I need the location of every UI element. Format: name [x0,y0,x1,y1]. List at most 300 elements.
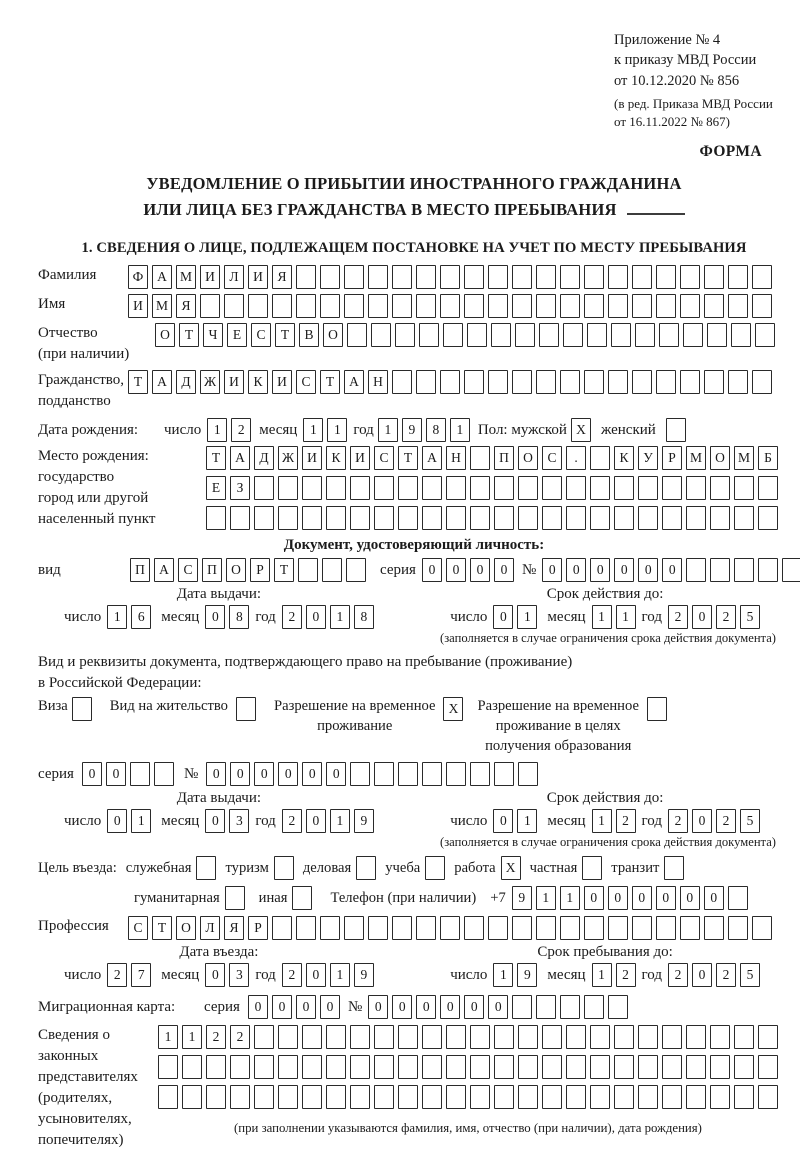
char-cell[interactable] [752,265,772,289]
checkbox-cell[interactable] [647,697,667,721]
char-cell[interactable] [512,370,532,394]
char-cell[interactable] [680,294,700,318]
checkbox-cell[interactable] [236,697,256,721]
char-cell[interactable] [470,506,490,530]
char-cell[interactable] [515,323,535,347]
char-cell[interactable]: 0 [493,809,513,833]
char-cell[interactable] [758,476,778,500]
char-cell[interactable] [710,558,730,582]
char-cell[interactable] [518,1085,538,1109]
char-cell[interactable] [494,1025,514,1049]
char-cell[interactable]: Е [227,323,247,347]
char-cell[interactable] [638,1025,658,1049]
char-cell[interactable]: 9 [354,809,374,833]
char-cell[interactable] [686,1025,706,1049]
checkbox-cell[interactable]: X [443,697,463,721]
char-cell[interactable]: Ж [278,446,298,470]
char-cell[interactable]: А [154,558,174,582]
char-cell[interactable]: П [494,446,514,470]
char-cell[interactable] [278,476,298,500]
char-cell[interactable]: 0 [590,558,610,582]
char-cell[interactable] [488,294,508,318]
char-cell[interactable] [272,916,292,940]
char-cell[interactable]: Р [250,558,270,582]
char-cell[interactable] [488,370,508,394]
char-cell[interactable]: 0 [392,995,412,1019]
char-cell[interactable] [734,558,754,582]
char-cell[interactable] [470,1025,490,1049]
char-cell[interactable]: П [130,558,150,582]
char-cell[interactable]: Б [758,446,778,470]
char-cell[interactable]: 0 [254,762,274,786]
char-cell[interactable] [440,916,460,940]
char-cell[interactable] [728,265,748,289]
char-cell[interactable] [590,476,610,500]
char-cell[interactable]: 2 [206,1025,226,1049]
char-cell[interactable]: 0 [446,558,466,582]
char-cell[interactable] [154,762,174,786]
char-cell[interactable] [560,265,580,289]
char-cell[interactable]: 0 [82,762,102,786]
checkbox-cell[interactable] [274,856,294,880]
char-cell[interactable] [662,1055,682,1079]
char-cell[interactable] [494,476,514,500]
char-cell[interactable] [542,506,562,530]
char-cell[interactable] [422,1025,442,1049]
char-cell[interactable]: М [686,446,706,470]
char-cell[interactable]: 1 [536,886,556,910]
char-cell[interactable] [368,265,388,289]
char-cell[interactable] [392,916,412,940]
char-cell[interactable] [350,506,370,530]
char-cell[interactable]: Р [662,446,682,470]
char-cell[interactable] [326,506,346,530]
char-cell[interactable] [590,1085,610,1109]
char-cell[interactable]: И [248,265,268,289]
char-cell[interactable] [662,476,682,500]
char-cell[interactable]: 1 [330,963,350,987]
char-cell[interactable] [254,506,274,530]
char-cell[interactable] [130,762,150,786]
char-cell[interactable]: Т [275,323,295,347]
char-cell[interactable]: Т [179,323,199,347]
char-cell[interactable] [374,1085,394,1109]
char-cell[interactable] [638,476,658,500]
char-cell[interactable]: А [344,370,364,394]
char-cell[interactable] [680,916,700,940]
char-cell[interactable] [518,476,538,500]
char-cell[interactable]: С [251,323,271,347]
char-cell[interactable] [419,323,439,347]
char-cell[interactable]: 0 [296,995,316,1019]
char-cell[interactable] [206,1085,226,1109]
char-cell[interactable] [344,916,364,940]
char-cell[interactable] [728,294,748,318]
char-cell[interactable] [422,762,442,786]
char-cell[interactable] [326,1085,346,1109]
char-cell[interactable] [542,1025,562,1049]
char-cell[interactable]: 0 [248,995,268,1019]
char-cell[interactable]: 8 [426,418,446,442]
char-cell[interactable] [584,995,604,1019]
char-cell[interactable]: 0 [440,995,460,1019]
char-cell[interactable] [443,323,463,347]
char-cell[interactable] [758,1055,778,1079]
char-cell[interactable]: С [374,446,394,470]
char-cell[interactable]: И [200,265,220,289]
char-cell[interactable] [680,265,700,289]
char-cell[interactable]: М [734,446,754,470]
char-cell[interactable] [491,323,511,347]
char-cell[interactable]: 0 [464,995,484,1019]
char-cell[interactable] [398,1025,418,1049]
char-cell[interactable]: 0 [422,558,442,582]
char-cell[interactable] [254,1085,274,1109]
char-cell[interactable] [755,323,775,347]
char-cell[interactable]: 0 [230,762,250,786]
char-cell[interactable] [542,476,562,500]
char-cell[interactable]: 2 [616,963,636,987]
char-cell[interactable]: 1 [182,1025,202,1049]
char-cell[interactable] [566,476,586,500]
char-cell[interactable] [536,995,556,1019]
char-cell[interactable]: 0 [368,995,388,1019]
char-cell[interactable]: Д [176,370,196,394]
char-cell[interactable] [686,558,706,582]
char-cell[interactable] [683,323,703,347]
checkbox-cell[interactable] [356,856,376,880]
char-cell[interactable]: Т [152,916,172,940]
char-cell[interactable]: 0 [692,809,712,833]
char-cell[interactable]: Е [206,476,226,500]
char-cell[interactable] [416,265,436,289]
char-cell[interactable]: Ф [128,265,148,289]
char-cell[interactable]: 2 [668,605,688,629]
char-cell[interactable] [758,506,778,530]
char-cell[interactable]: Я [176,294,196,318]
char-cell[interactable]: О [710,446,730,470]
char-cell[interactable] [590,1055,610,1079]
char-cell[interactable]: 1 [303,418,323,442]
char-cell[interactable] [656,370,676,394]
char-cell[interactable]: 0 [638,558,658,582]
char-cell[interactable] [470,446,490,470]
checkbox-cell[interactable] [225,886,245,910]
char-cell[interactable] [374,1025,394,1049]
char-cell[interactable]: З [230,476,250,500]
char-cell[interactable]: Н [446,446,466,470]
char-cell[interactable] [614,1055,634,1079]
char-cell[interactable] [734,506,754,530]
char-cell[interactable]: С [128,916,148,940]
char-cell[interactable]: У [638,446,658,470]
char-cell[interactable] [662,1025,682,1049]
char-cell[interactable]: 0 [205,809,225,833]
char-cell[interactable] [230,1055,250,1079]
char-cell[interactable] [494,506,514,530]
char-cell[interactable] [587,323,607,347]
char-cell[interactable]: Т [206,446,226,470]
char-cell[interactable]: 2 [231,418,251,442]
char-cell[interactable]: Л [224,265,244,289]
char-cell[interactable]: 2 [716,809,736,833]
char-cell[interactable]: 2 [107,963,127,987]
char-cell[interactable] [584,294,604,318]
char-cell[interactable]: А [152,265,172,289]
char-cell[interactable]: 2 [616,809,636,833]
char-cell[interactable]: 8 [229,605,249,629]
char-cell[interactable] [638,1055,658,1079]
char-cell[interactable] [158,1055,178,1079]
char-cell[interactable]: 1 [592,605,612,629]
char-cell[interactable] [710,506,730,530]
char-cell[interactable]: 0 [326,762,346,786]
char-cell[interactable]: 0 [306,605,326,629]
char-cell[interactable] [608,294,628,318]
char-cell[interactable]: Я [224,916,244,940]
char-cell[interactable] [302,1025,322,1049]
char-cell[interactable] [710,476,730,500]
char-cell[interactable] [368,294,388,318]
char-cell[interactable] [278,506,298,530]
char-cell[interactable] [182,1055,202,1079]
char-cell[interactable] [326,1055,346,1079]
char-cell[interactable] [350,1085,370,1109]
char-cell[interactable] [752,370,772,394]
char-cell[interactable]: 0 [656,886,676,910]
char-cell[interactable]: 3 [229,809,249,833]
char-cell[interactable]: Ч [203,323,223,347]
char-cell[interactable] [422,1055,442,1079]
char-cell[interactable] [566,1025,586,1049]
char-cell[interactable] [392,294,412,318]
char-cell[interactable] [686,506,706,530]
char-cell[interactable] [536,294,556,318]
char-cell[interactable]: 1 [158,1025,178,1049]
char-cell[interactable]: 2 [716,605,736,629]
char-cell[interactable] [344,294,364,318]
char-cell[interactable] [731,323,751,347]
char-cell[interactable] [488,265,508,289]
char-cell[interactable] [539,323,559,347]
char-cell[interactable] [680,370,700,394]
char-cell[interactable] [728,370,748,394]
char-cell[interactable]: 2 [282,809,302,833]
char-cell[interactable]: М [176,265,196,289]
char-cell[interactable] [470,1085,490,1109]
char-cell[interactable]: 1 [330,809,350,833]
char-cell[interactable]: 0 [278,762,298,786]
char-cell[interactable] [536,265,556,289]
char-cell[interactable] [560,916,580,940]
char-cell[interactable] [536,370,556,394]
char-cell[interactable]: Т [398,446,418,470]
char-cell[interactable] [296,265,316,289]
char-cell[interactable] [326,476,346,500]
char-cell[interactable] [566,506,586,530]
char-cell[interactable] [656,294,676,318]
char-cell[interactable]: Ж [200,370,220,394]
char-cell[interactable]: 0 [542,558,562,582]
char-cell[interactable] [728,886,748,910]
char-cell[interactable]: 0 [494,558,514,582]
char-cell[interactable] [350,476,370,500]
char-cell[interactable] [614,506,634,530]
char-cell[interactable] [446,1025,466,1049]
char-cell[interactable] [296,294,316,318]
char-cell[interactable] [392,265,412,289]
char-cell[interactable] [440,294,460,318]
char-cell[interactable] [494,1055,514,1079]
char-cell[interactable]: К [248,370,268,394]
char-cell[interactable] [422,506,442,530]
char-cell[interactable] [752,294,772,318]
char-cell[interactable] [512,916,532,940]
char-cell[interactable] [710,1025,730,1049]
char-cell[interactable] [686,1085,706,1109]
char-cell[interactable] [446,476,466,500]
char-cell[interactable] [632,370,652,394]
char-cell[interactable]: 2 [282,963,302,987]
char-cell[interactable] [704,916,724,940]
char-cell[interactable] [278,1025,298,1049]
char-cell[interactable] [398,476,418,500]
char-cell[interactable] [560,294,580,318]
char-cell[interactable]: Т [128,370,148,394]
char-cell[interactable] [374,476,394,500]
char-cell[interactable] [206,506,226,530]
char-cell[interactable] [704,294,724,318]
char-cell[interactable] [632,294,652,318]
char-cell[interactable]: 2 [230,1025,250,1049]
char-cell[interactable] [296,916,316,940]
char-cell[interactable]: И [128,294,148,318]
char-cell[interactable] [614,476,634,500]
char-cell[interactable] [398,1085,418,1109]
char-cell[interactable]: С [178,558,198,582]
char-cell[interactable]: 3 [229,963,249,987]
char-cell[interactable]: М [152,294,172,318]
char-cell[interactable] [206,1055,226,1079]
char-cell[interactable] [560,370,580,394]
char-cell[interactable]: А [230,446,250,470]
char-cell[interactable] [518,762,538,786]
char-cell[interactable] [512,294,532,318]
char-cell[interactable]: Д [254,446,274,470]
char-cell[interactable] [560,995,580,1019]
char-cell[interactable]: 1 [327,418,347,442]
char-cell[interactable]: 0 [470,558,490,582]
char-cell[interactable] [584,265,604,289]
char-cell[interactable] [542,1055,562,1079]
char-cell[interactable] [350,1025,370,1049]
char-cell[interactable] [320,294,340,318]
char-cell[interactable] [398,506,418,530]
char-cell[interactable] [518,506,538,530]
char-cell[interactable]: И [350,446,370,470]
char-cell[interactable]: 2 [282,605,302,629]
char-cell[interactable]: Н [368,370,388,394]
char-cell[interactable]: К [614,446,634,470]
char-cell[interactable] [344,265,364,289]
char-cell[interactable]: С [542,446,562,470]
char-cell[interactable]: И [302,446,322,470]
char-cell[interactable] [710,1085,730,1109]
char-cell[interactable] [470,476,490,500]
char-cell[interactable]: 0 [662,558,682,582]
char-cell[interactable]: 5 [740,963,760,987]
char-cell[interactable]: 1 [450,418,470,442]
char-cell[interactable] [374,1055,394,1079]
char-cell[interactable] [608,370,628,394]
char-cell[interactable]: Т [274,558,294,582]
char-cell[interactable]: Р [248,916,268,940]
char-cell[interactable] [416,370,436,394]
char-cell[interactable]: 0 [704,886,724,910]
char-cell[interactable] [611,323,631,347]
checkbox-cell[interactable] [582,856,602,880]
char-cell[interactable] [656,265,676,289]
char-cell[interactable] [635,323,655,347]
char-cell[interactable]: 0 [206,762,226,786]
char-cell[interactable] [758,558,778,582]
char-cell[interactable] [467,323,487,347]
char-cell[interactable]: 0 [107,809,127,833]
char-cell[interactable] [416,916,436,940]
char-cell[interactable] [320,265,340,289]
char-cell[interactable] [395,323,415,347]
char-cell[interactable] [464,294,484,318]
char-cell[interactable] [470,1055,490,1079]
char-cell[interactable] [182,1085,202,1109]
char-cell[interactable] [566,1055,586,1079]
char-cell[interactable] [632,265,652,289]
char-cell[interactable] [368,916,388,940]
char-cell[interactable]: 0 [632,886,652,910]
char-cell[interactable] [320,916,340,940]
char-cell[interactable] [158,1085,178,1109]
char-cell[interactable] [350,1055,370,1079]
char-cell[interactable]: 0 [320,995,340,1019]
char-cell[interactable] [590,506,610,530]
char-cell[interactable] [518,1025,538,1049]
char-cell[interactable]: 1 [131,809,151,833]
char-cell[interactable]: О [155,323,175,347]
char-cell[interactable] [614,1025,634,1049]
char-cell[interactable]: К [326,446,346,470]
char-cell[interactable] [416,294,436,318]
char-cell[interactable] [374,506,394,530]
char-cell[interactable]: 0 [416,995,436,1019]
char-cell[interactable] [584,916,604,940]
char-cell[interactable] [440,265,460,289]
char-cell[interactable] [326,1025,346,1049]
char-cell[interactable] [446,1055,466,1079]
char-cell[interactable] [590,1025,610,1049]
char-cell[interactable] [347,323,367,347]
char-cell[interactable]: 1 [378,418,398,442]
char-cell[interactable] [374,762,394,786]
char-cell[interactable]: О [176,916,196,940]
char-cell[interactable] [322,558,342,582]
char-cell[interactable] [734,1085,754,1109]
char-cell[interactable] [422,1085,442,1109]
char-cell[interactable]: 0 [614,558,634,582]
char-cell[interactable] [298,558,318,582]
char-cell[interactable] [446,1085,466,1109]
char-cell[interactable] [782,558,800,582]
char-cell[interactable] [278,1085,298,1109]
